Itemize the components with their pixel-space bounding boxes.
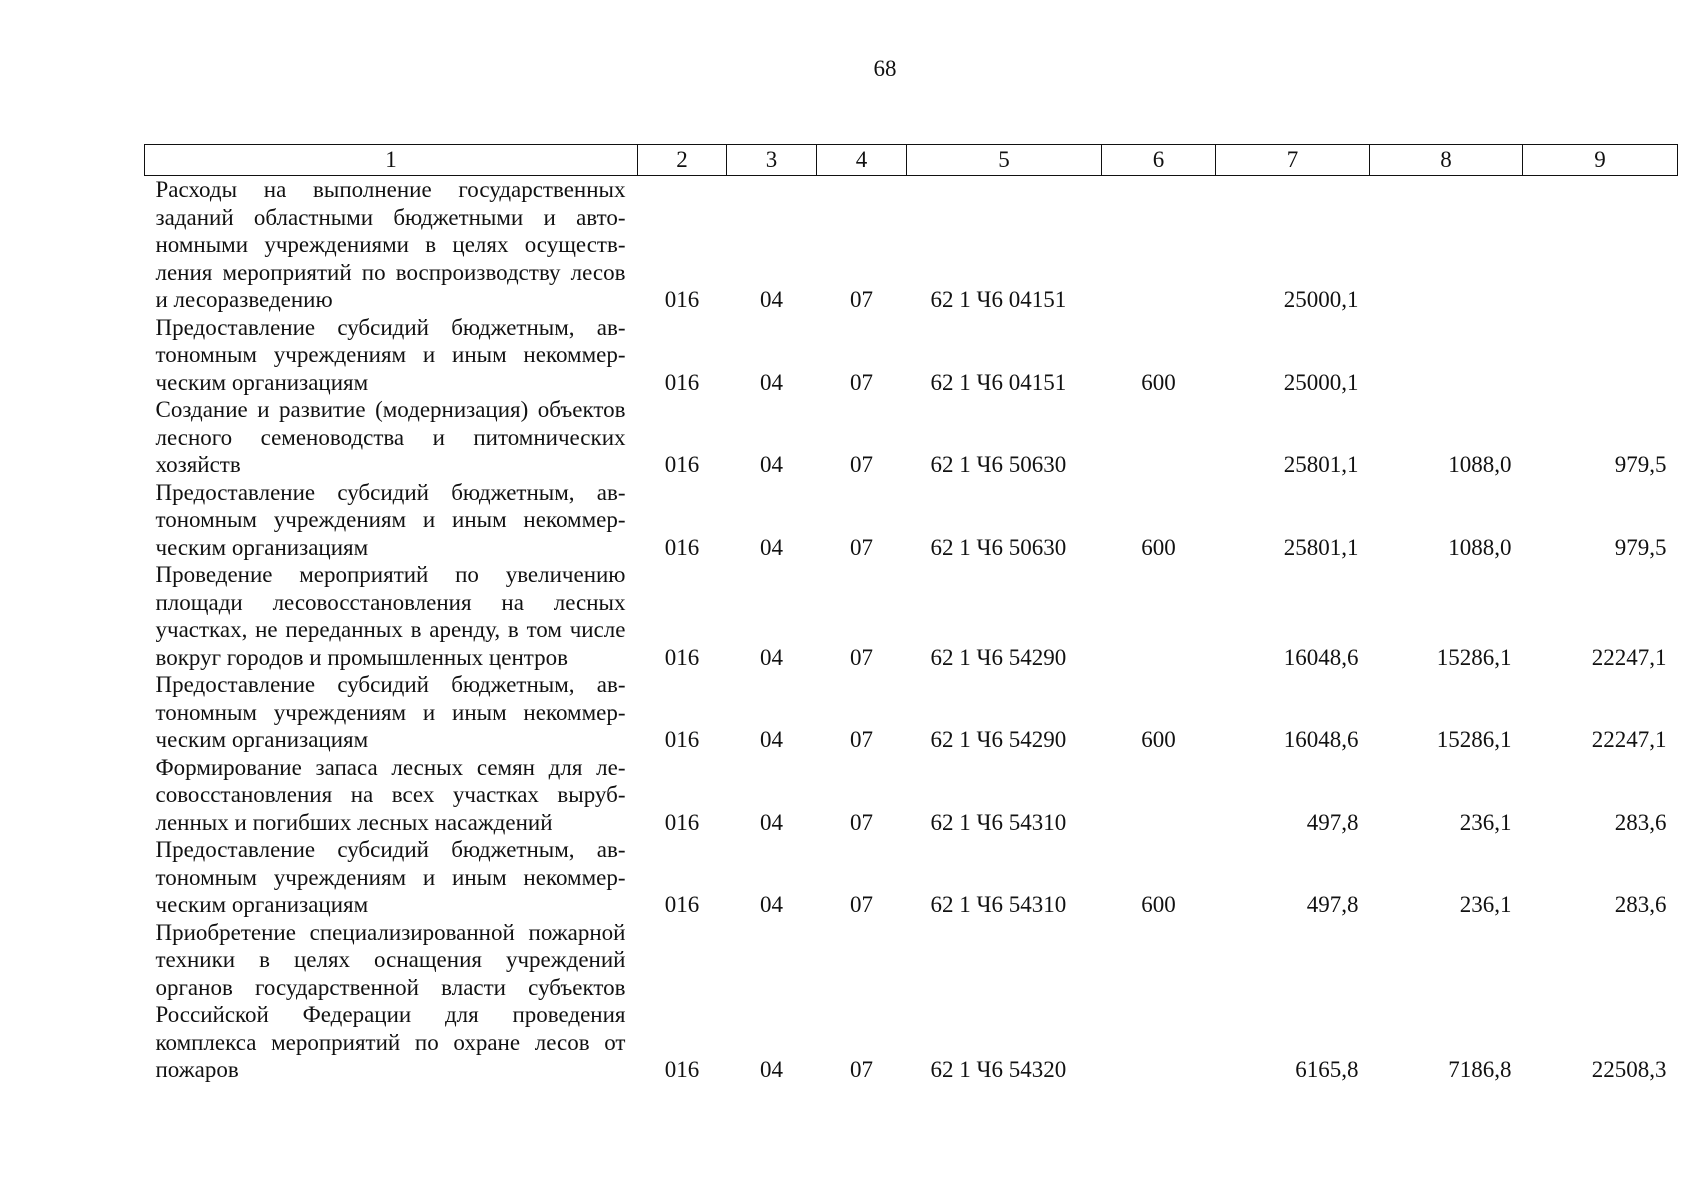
- row-target-code: 62 1 Ч6 54290: [930, 644, 1067, 670]
- row-amount-col-7: 16048,6: [1283, 644, 1359, 670]
- row-expense-type: [1102, 396, 1216, 479]
- row-subsection-code: 07: [850, 452, 873, 477]
- table-row: [145, 671, 1678, 754]
- row-admin-code: 016: [664, 287, 700, 312]
- row-amount-col-9: 22247,1: [1591, 644, 1667, 670]
- header-col-6: 6: [1102, 145, 1216, 176]
- table-row: [145, 176, 1678, 314]
- row-amount-col-7: 16048,6: [1283, 727, 1359, 752]
- row-amount-col-8: 236,1: [1459, 892, 1512, 917]
- row-admin-code: 016: [664, 644, 700, 670]
- row-amount-col-7: 6165,8: [1295, 1057, 1359, 1082]
- row-amount-col-8: 7186,8: [1448, 1057, 1512, 1082]
- row-amount-col-8: 15286,1: [1436, 644, 1512, 670]
- header-col-5: 5: [907, 145, 1102, 176]
- table-row: [145, 479, 1678, 562]
- row-description: Создание и развитие (модернизация) объектов лесного семеноводства и питомнических хозяйств: [155, 397, 626, 477]
- row-section-code: 04: [760, 287, 783, 312]
- row-subsection-code: 07: [850, 809, 873, 835]
- row-target-code: 62 1 Ч6 50630: [930, 534, 1067, 560]
- row-target-code: 62 1 Ч6 50630: [930, 452, 1067, 477]
- row-section-code: 04: [760, 727, 783, 752]
- table-row: [145, 836, 1678, 919]
- row-expense-type: [1102, 176, 1216, 314]
- table-row: [145, 561, 1678, 671]
- header-col-4: 4: [817, 145, 907, 176]
- row-subsection-code: 07: [850, 369, 873, 395]
- row-admin-code: 016: [664, 727, 700, 752]
- row-section-code: 04: [760, 1057, 783, 1082]
- row-admin-code: 016: [664, 534, 700, 560]
- row-amount-col-7: 25801,1: [1283, 534, 1359, 560]
- row-admin-code: 016: [664, 1057, 700, 1082]
- row-expense-type: [1102, 919, 1216, 1084]
- header-row: [145, 145, 1678, 176]
- header-col-9: 9: [1523, 145, 1678, 176]
- row-target-code: 62 1 Ч6 04151: [930, 369, 1067, 395]
- row-amount-col-9: [1523, 176, 1678, 314]
- table-row: [145, 919, 1678, 1084]
- table-row: [145, 754, 1678, 837]
- row-target-code: 62 1 Ч6 04151: [930, 287, 1067, 312]
- row-amount-col-8: 236,1: [1459, 809, 1512, 835]
- row-amount-col-7: 25801,1: [1283, 452, 1359, 477]
- row-amount-col-7: 25000,1: [1283, 369, 1359, 395]
- row-amount-col-9: [1523, 314, 1678, 397]
- row-description: Приобретение специализированной пожарной техники в целях оснащения учреждений органов государственной власти субъектов Российской Федерации для проведения комплекса мероприятий по охране лесов от пожаров: [155, 919, 626, 1082]
- row-section-code: 04: [760, 452, 783, 477]
- row-section-code: 04: [760, 534, 783, 560]
- row-target-code: 62 1 Ч6 54290: [930, 727, 1067, 752]
- row-subsection-code: 07: [850, 287, 873, 312]
- row-section-code: 04: [760, 809, 783, 835]
- row-amount-col-9: 22247,1: [1591, 727, 1667, 752]
- row-amount-col-8: [1370, 176, 1523, 314]
- row-subsection-code: 07: [850, 1057, 873, 1082]
- row-target-code: 62 1 Ч6 54310: [930, 809, 1067, 835]
- row-amount-col-8: 1088,0: [1448, 534, 1512, 560]
- budget-table: [144, 144, 1678, 1084]
- table-body: [145, 176, 1678, 1084]
- row-description: Предоставление субсидий бюджетным, автономным учреждениям и иным некоммерческим организациям: [155, 479, 626, 560]
- row-expense-type: 600: [1141, 369, 1176, 395]
- header-col-2: 2: [638, 145, 727, 176]
- row-admin-code: 016: [664, 809, 700, 835]
- header-col-1: 1: [145, 145, 638, 176]
- row-section-code: 04: [760, 892, 783, 917]
- row-section-code: 04: [760, 369, 783, 395]
- row-subsection-code: 07: [850, 644, 873, 670]
- row-admin-code: 016: [664, 452, 700, 477]
- row-amount-col-9: 283,6: [1614, 892, 1667, 917]
- row-amount-col-7: 497,8: [1306, 809, 1359, 835]
- row-expense-type: 600: [1141, 727, 1176, 752]
- row-amount-col-9: 979,5: [1614, 452, 1667, 477]
- row-amount-col-8: 15286,1: [1436, 727, 1512, 752]
- row-target-code: 62 1 Ч6 54310: [930, 892, 1067, 917]
- row-section-code: 04: [760, 644, 783, 670]
- row-description: Расходы на выполнение государственных заданий областными бюджетными и автономными учреждениями в целях осуществления мероприятий по воспроизводству лесов и лесоразведению: [155, 177, 626, 312]
- row-target-code: 62 1 Ч6 54320: [930, 1057, 1067, 1082]
- row-admin-code: 016: [664, 892, 700, 917]
- row-description: Проведение мероприятий по увеличению площади лесовосстановления на лесных участках, не переданных в аренду, в том числе вокруг городов и промышленных центров: [155, 562, 626, 670]
- row-expense-type: 600: [1141, 534, 1176, 560]
- row-amount-col-7: 497,8: [1306, 892, 1359, 917]
- row-amount-col-9: 979,5: [1614, 534, 1667, 560]
- row-expense-type: 600: [1141, 892, 1176, 917]
- header-col-8: 8: [1370, 145, 1523, 176]
- row-expense-type: [1102, 561, 1216, 671]
- row-subsection-code: 07: [850, 534, 873, 560]
- table-row: [145, 396, 1678, 479]
- row-admin-code: 016: [664, 369, 700, 395]
- header-col-7: 7: [1216, 145, 1370, 176]
- row-amount-col-8: 1088,0: [1448, 452, 1512, 477]
- row-subsection-code: 07: [850, 727, 873, 752]
- table-row: [145, 314, 1678, 397]
- page-number: 68: [873, 56, 897, 81]
- row-amount-col-7: 25000,1: [1283, 287, 1359, 312]
- row-description: Формирование запаса лесных семян для лесовосстановления на всех участках вырубленных и погибших лесных насаждений: [155, 754, 626, 835]
- row-subsection-code: 07: [850, 892, 873, 917]
- row-amount-col-8: [1370, 314, 1523, 397]
- row-expense-type: [1102, 754, 1216, 837]
- row-description: Предоставление субсидий бюджетным, автономным учреждениям и иным некоммерческим организациям: [155, 837, 626, 917]
- row-description: Предоставление субсидий бюджетным, автономным учреждениям и иным некоммерческим организациям: [155, 672, 626, 752]
- row-amount-col-9: 283,6: [1614, 809, 1667, 835]
- row-description: Предоставление субсидий бюджетным, автономным учреждениям и иным некоммерческим организациям: [155, 314, 626, 395]
- row-amount-col-9: 22508,3: [1591, 1057, 1667, 1082]
- header-col-3: 3: [727, 145, 817, 176]
